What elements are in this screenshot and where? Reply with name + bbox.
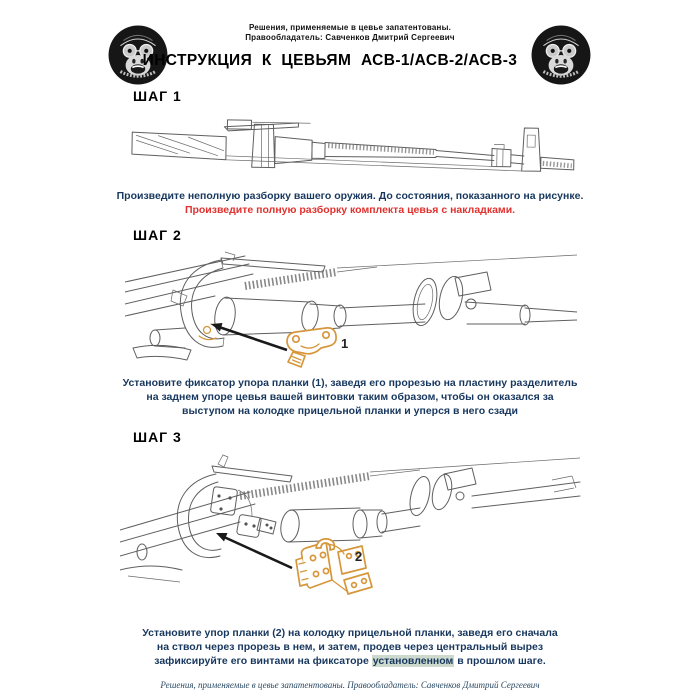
arrow-to-install-point: [216, 533, 292, 568]
part-1-fixator-drawing: [287, 328, 336, 367]
page-title: ИНСТРУКЦИЯ К ЦЕВЬЯМ АСВ-1/АСВ-2/АСВ-3: [142, 52, 518, 69]
part-2-bracket-drawing: [296, 539, 372, 594]
step1-warning-text: Произведите полную разборку комплекта цевья с накладками.: [184, 204, 516, 216]
step1-caption-text: Произведите неполную разборку вашего оружия. До состояния, показанного на рисунке.: [116, 190, 584, 202]
step3-caption: [140, 626, 560, 668]
patent-line-2: Правообладатель: Савченков Дмитрий Сергеевич: [245, 33, 455, 42]
step2-rifle-drawing: [125, 246, 577, 372]
part-2-label: 2: [355, 549, 363, 564]
rifle-rear-assembly: [125, 252, 577, 360]
patent-notice: [150, 23, 550, 43]
step3-caption-post: в прошлом шаге.: [454, 655, 546, 667]
step3-caption-pre: Установите упор планки (2) на колодку прицельной планки, заведя его сначала на ствол через прорезь в нем, и затем, продев через центральный вырез зафиксируйте его винтами на фиксаторе: [142, 627, 558, 667]
step3-caption-highlighted-word: установленном: [372, 655, 454, 667]
step3-heading: ШАГ 3: [133, 429, 182, 445]
step3-rifle-drawing: [120, 452, 582, 620]
part-1-label: 1: [341, 336, 349, 351]
step1-caption: [100, 189, 600, 217]
step1-rifle-drawing: [128, 112, 576, 188]
step1-heading: ШАГ 1: [133, 88, 182, 104]
step2-heading: ШАГ 2: [133, 227, 182, 243]
patent-line-1: Решения, применяемые в цевье запатентованы.: [248, 23, 452, 32]
step2-caption: Установите фиксатор упора планки (1), заведя его прорезью на пластину разделитель на заднем упоре цевья вашей винтовки таким образом, чтобы он оказался за выступом на колодке прицельной планки и уперся в него сзади: [122, 377, 578, 417]
footer-patent-notice: Решения, применяемые в цевье запатентованы. Правообладатель: Савченков Дмитрий Сергеевич: [160, 680, 540, 690]
